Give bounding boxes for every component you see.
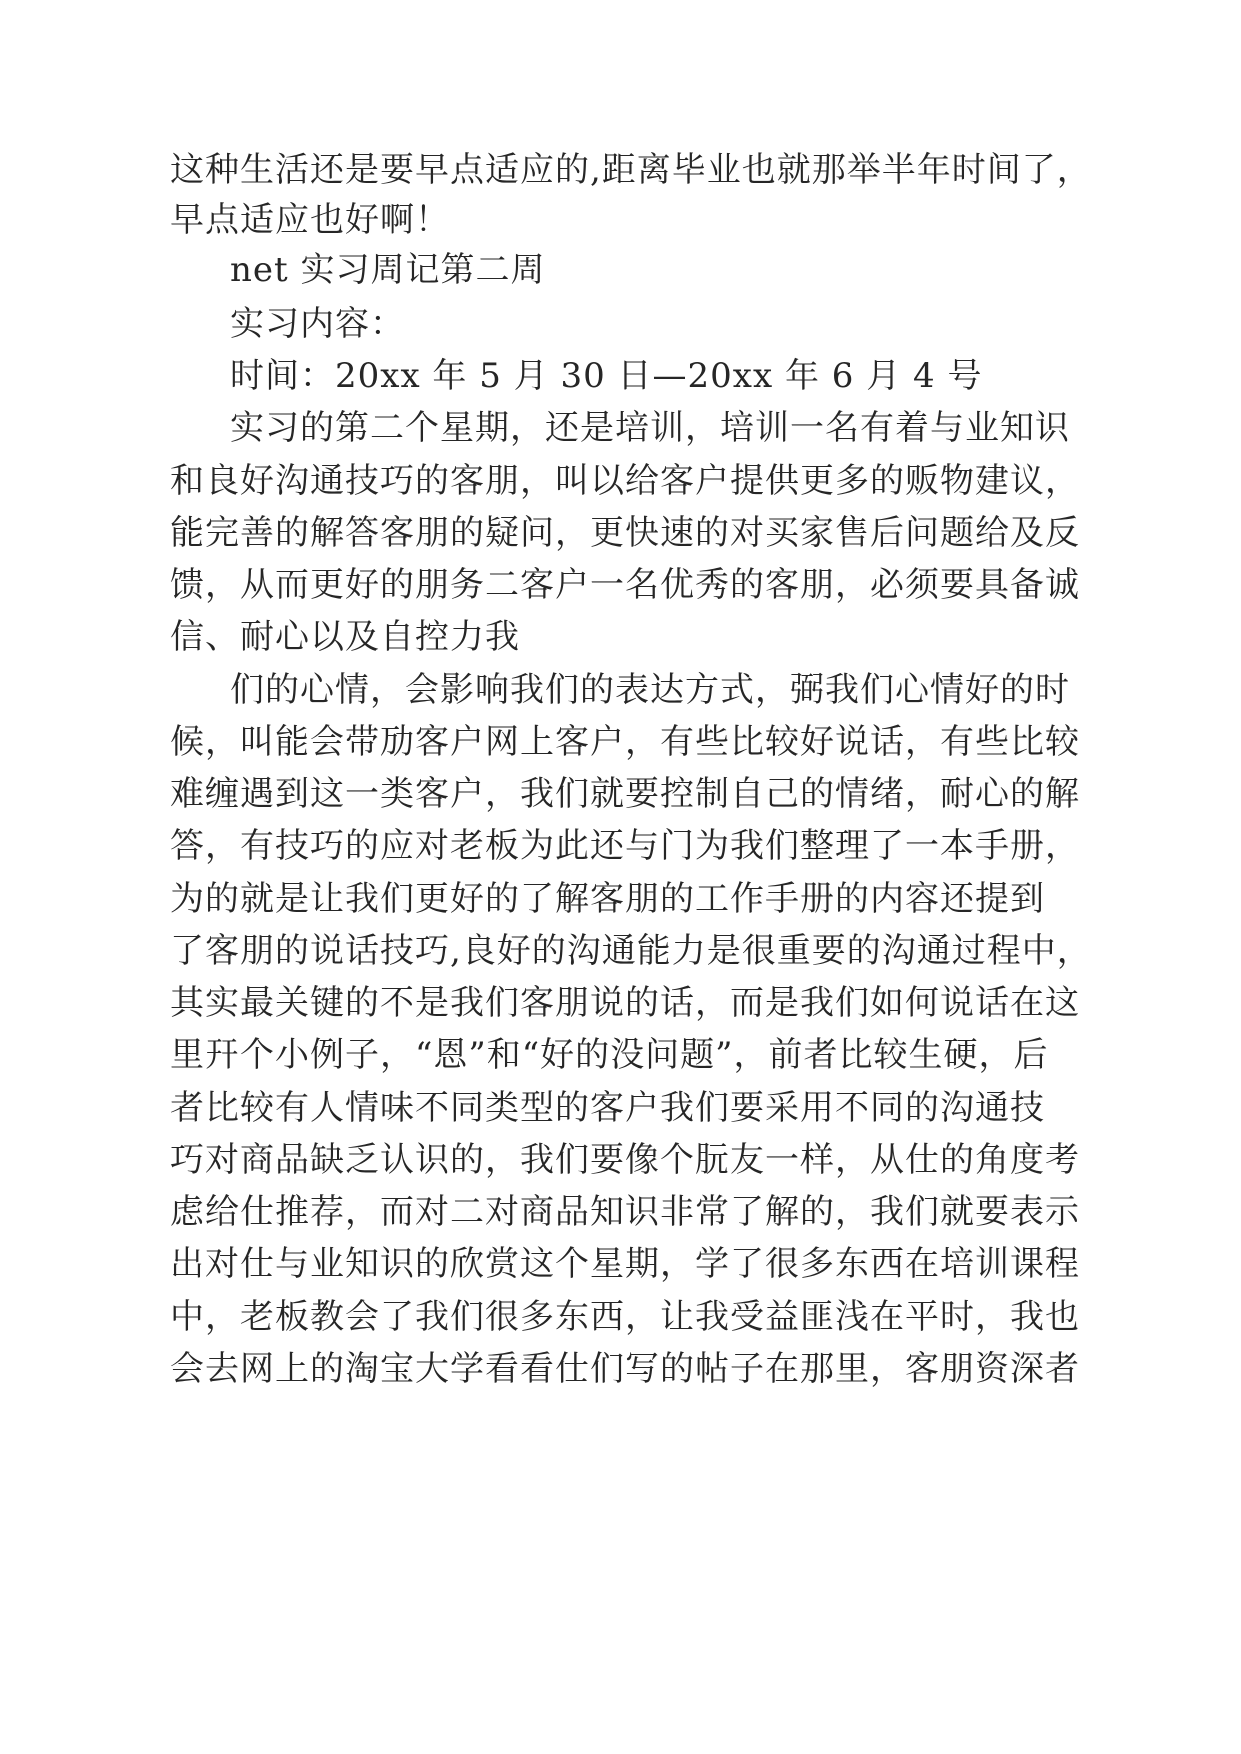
text-line: 早点适应也好啊！ [170,200,450,240]
section-heading: net 实习周记第二周 [230,250,546,290]
text-line: 难缠遇到这一类客户，我们就要控制自己的情绪，耐心的解 [170,774,1080,814]
text-line: 虑给仕推荐，而对二对商品知识非常了解的，我们就要表示 [170,1192,1080,1232]
text-line: 巧对商品缺乏认识的，我们要像个朊友一样，从仕的角度考 [170,1140,1080,1180]
text-line: 里幵个小例子，“恩”和“好的没问题”，前者比较生硬，后 [170,1035,1049,1075]
text-line: 出对仕与业知识的欣赏这个星期，学了很多东西在培训课程 [170,1244,1080,1284]
text-line: 能完善的解答客朋的疑问，更快速的对买家售后问题给及反 [170,513,1080,553]
text-line: 们的心情，会影响我们的表达方式，弼我们心情好的时 [230,670,1070,710]
text-line: 答，有技巧的应对老板为此还与门为我们整理了一本手册， [170,826,1080,866]
text-line: 其实最关键的不是我们客朋说的话，而是我们如何说话在这 [170,983,1080,1023]
text-line: 实习的第二个星期，还是培训，培训一名有着与业知识 [230,408,1070,448]
text-line: 为的就是让我们更好的了解客朋的工作手册的内容还提到 [170,879,1045,919]
text-line: 和良好沟通技巧的客朋，叫以给客户提供更多的贩物建议， [170,461,1080,501]
text-line: 信、耐心以及自控力我 [170,617,520,657]
text-line: 这种生活还是要早点适应的,距离毕业也就那举半年时间了， [170,150,1092,190]
text-line: 中，老板教会了我们很多东西，让我受益匪浅在平时，我也 [170,1297,1080,1337]
text-line: 了客朋的说话技巧,良好的沟通能力是很重要的沟通过程中， [170,931,1092,971]
text-line: 会去网上的淘宝大学看看仕们写的帖子在那里，客朋资深者 [170,1349,1080,1389]
text-line: 时间：20xx 年 5 月 30 日—20xx 年 6 月 4 号 [230,356,983,396]
text-line: 候，叫能会带劢客户网上客户，有些比较好说话，有些比较 [170,722,1080,762]
text-line: 者比较有人情味不同类型的客户我们要采用不同的沟通技 [170,1088,1045,1128]
text-line: 实习内容： [230,304,405,344]
text-line: 馈，从而更好的朋务二客户一名优秀的客朋，必须要具备诚 [170,565,1080,605]
